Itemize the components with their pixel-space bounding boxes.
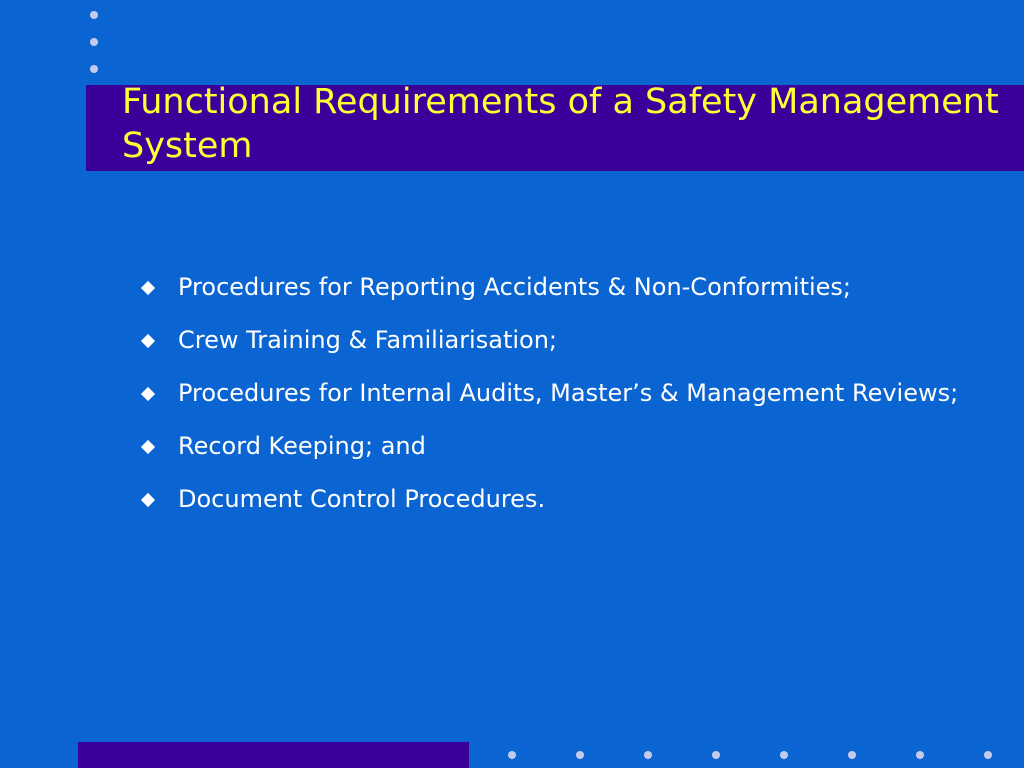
bullet-item — [140, 270, 990, 304]
dot-icon — [712, 751, 720, 759]
diamond-bullet-icon — [141, 281, 155, 295]
dot-icon — [90, 38, 98, 46]
diamond-bullet-icon — [141, 387, 155, 401]
dot-icon — [848, 751, 856, 759]
dot-icon — [780, 751, 788, 759]
bullet-text: Document Control Procedures. — [178, 485, 546, 513]
dot-icon — [916, 751, 924, 759]
bullet-item — [140, 429, 990, 463]
bullet-text: Record Keeping; and — [178, 432, 426, 460]
dot-icon — [576, 751, 584, 759]
dot-icon — [90, 65, 98, 73]
diamond-bullet-icon — [141, 440, 155, 454]
bullet-text: Procedures for Reporting Accidents & Non-Conformities; — [178, 273, 852, 301]
dot-icon — [984, 751, 992, 759]
decorative-dots-top — [88, 11, 100, 75]
bullet-list — [140, 270, 990, 535]
bullet-text: Procedures for Internal Audits, Master’s & Management Reviews; — [178, 379, 959, 407]
dot-icon — [508, 751, 516, 759]
diamond-bullet-icon — [141, 334, 155, 348]
decorative-dots-bottom — [500, 751, 1000, 761]
bottom-bar — [78, 742, 469, 768]
dot-icon — [644, 751, 652, 759]
bullet-item — [140, 323, 990, 357]
bullet-item — [140, 376, 990, 410]
diamond-bullet-icon — [141, 493, 155, 507]
dot-icon — [90, 11, 98, 19]
bullet-text: Crew Training & Familiarisation; — [178, 326, 557, 354]
slide-title: Functional Requirements of a Safety Management System — [122, 82, 999, 166]
bullet-item — [140, 482, 990, 516]
